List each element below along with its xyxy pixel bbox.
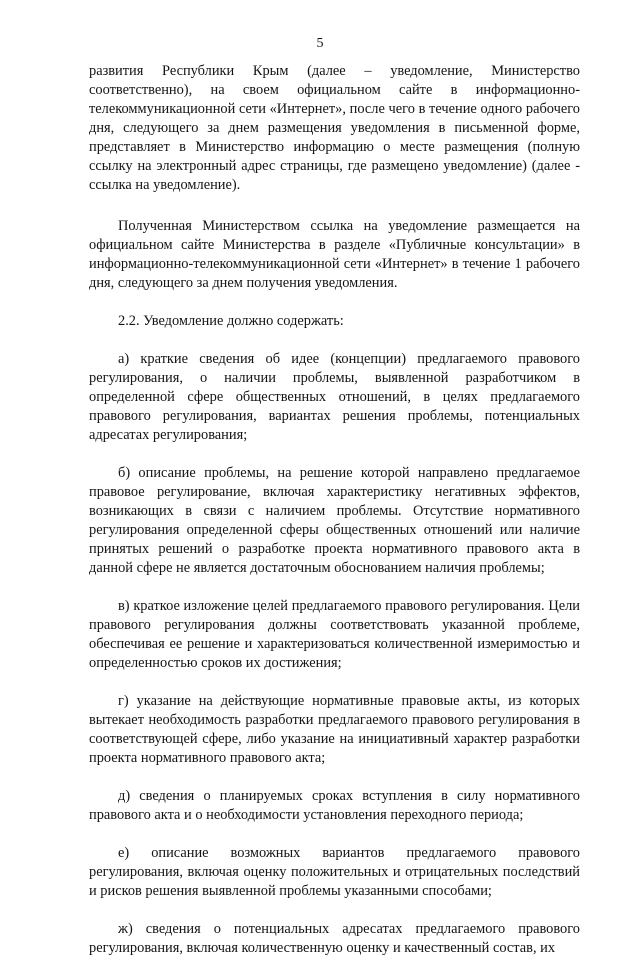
paragraph-item-b: б) описание проблемы, на решение которой направлено предлагаемое правовое регулирование, включая характеристику негативных эффектов, возникающих в связи с наличием проблемы. Отсутствие нормативного регулирования определенной сферы общественных отношений или наличие принятых решений о разработке проекта нормативного правового акта в данной сфере не является достаточным обоснованием наличия проблемы; <box>89 465 580 576</box>
paragraph-continuation: развития Республики Крым (далее – уведомление, Министерство соответственно), на своем официальном сайте в информационно-телекоммуникационной сети «Интернет», после чего в течение одного рабочего дня, следующего за днем размещения уведомления в письменной форме, представляет в Министерство информацию о месте размещения (полную ссылку на электронный адрес страницы, где размещено уведомление) (далее - ссылка на уведомление). <box>89 63 580 193</box>
paragraph-link-publication: Полученная Министерством ссылка на уведомление размещается на официальном сайте Министерства в разделе «Публичные консультации» в информационно-телекоммуникационной сети «Интернет» в течение 1 рабочего дня, следующего за днем получения уведомления. <box>89 218 580 291</box>
paragraph-item-a: а) краткие сведения об идее (концепции) предлагаемого правового регулирования, о наличии проблемы, выявленной разработчиком в определенной сфере общественных отношений, в целях предлагаемого правового регулирования, вариантах решения проблемы, потенциальных адресатах регулирования; <box>89 351 580 443</box>
paragraph-item-zh: ж) сведения о потенциальных адресатах предлагаемого правового регулирования, включая количественную оценку и качественный состав, их <box>89 921 580 956</box>
page-number: 5 <box>316 36 324 51</box>
paragraph-item-g: г) указание на действующие нормативные правовые акты, из которых вытекает необходимость разработки предлагаемого правового регулирования в соответствующей сфере, либо указание на инициативный характер разработки проекта нормативного правового акта; <box>89 693 580 766</box>
paragraph-item-d: д) сведения о планируемых сроках вступления в силу нормативного правового акта и о необходимости установления переходного периода; <box>89 788 580 823</box>
paragraph-section-2-2: 2.2. Уведомление должно содержать: <box>118 313 344 329</box>
paragraph-item-e: е) описание возможных вариантов предлагаемого правового регулирования, включая оценку положительных и отрицательных последствий и рисков решения выявленной проблемы указанными способами; <box>89 845 580 899</box>
paragraph-item-v: в) краткое изложение целей предлагаемого правового регулирования. Цели правового регулирования должны соответствовать указанной проблеме, обеспечивая ее решение и характеризоваться количественной измеримостью и определенностью сроков их достижения; <box>89 598 580 671</box>
document-body <box>89 62 580 958</box>
